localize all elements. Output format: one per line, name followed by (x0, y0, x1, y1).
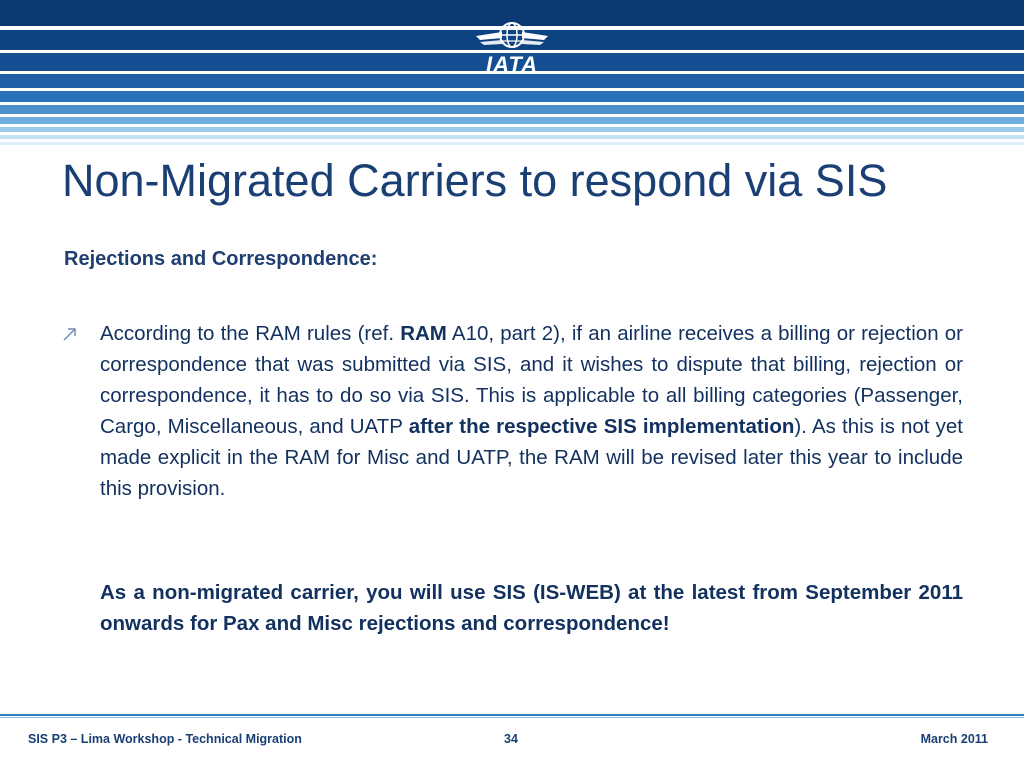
footer-title: SIS P3 – Lima Workshop - Technical Migration (28, 732, 302, 746)
arrow-up-right-icon (62, 326, 78, 342)
footer-divider (0, 714, 1024, 716)
banner-stripe (0, 105, 1024, 114)
slide-subtitle: Rejections and Correspondence: (64, 248, 378, 270)
logo-text: IATA (485, 52, 539, 77)
footer-divider-light (0, 717, 1024, 718)
paragraph-text-2: A10, part 2), if an airline receives a billing or rejection or correspondence that was submitted via SIS, and it wishes to dispute that billing, rejection or correspondence, it has to do so via SIS. This is applicable to all billing categories (Passenger, Cargo, Miscellaneous, and UATP (100, 322, 963, 438)
paragraph-bold-ram: RAM (400, 322, 447, 345)
slide-title: Non-Migrated Carriers to respond via SIS (62, 155, 888, 206)
page-number: 34 (504, 732, 518, 746)
body-paragraph (100, 318, 963, 504)
iata-globe-wings-icon (472, 18, 552, 54)
paragraph-text-3: ). As this is not yet made explicit in the RAM for Misc and UATP, the RAM will be revised later this year to include this provision. (100, 415, 963, 500)
header-banner (0, 0, 1024, 152)
banner-stripe (0, 117, 1024, 124)
paragraph-bold-implementation: after the respective SIS implementation (408, 415, 795, 438)
paragraph-text-1: According to the RAM rules (ref. (100, 322, 401, 345)
iata-logo (472, 18, 552, 78)
emphasis-paragraph: As a non-migrated carrier, you will use SIS (IS-WEB) at the latest from September 2011 onwards for Pax and Misc rejections and correspondence! (100, 581, 963, 635)
banner-stripe (0, 142, 1024, 145)
banner-stripe (0, 91, 1024, 102)
footer-date: March 2011 (920, 732, 988, 746)
